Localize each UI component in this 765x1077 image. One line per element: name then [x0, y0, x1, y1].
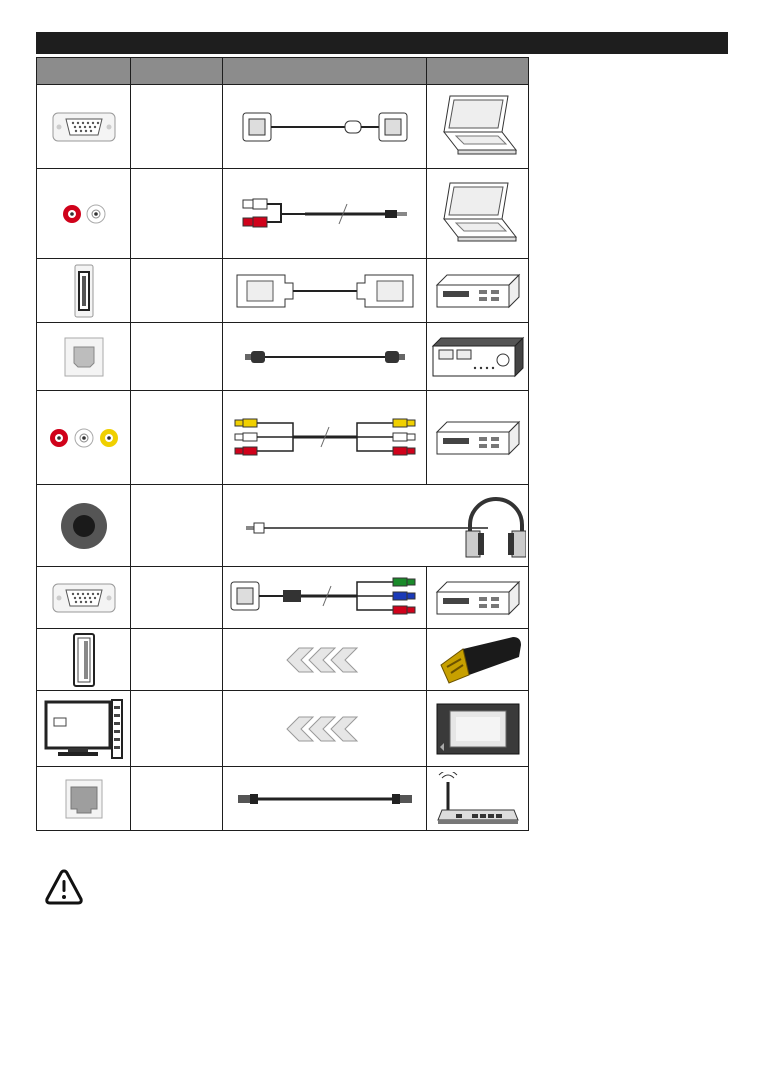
audio-rca-port-icon — [37, 169, 131, 259]
type-cell — [131, 485, 223, 567]
vga-to-component-cable-icon — [223, 567, 427, 629]
vga-port-icon — [37, 567, 131, 629]
table-row — [37, 85, 529, 169]
optical-port-icon — [37, 323, 131, 391]
type-cell — [131, 323, 223, 391]
vga-port-icon — [37, 85, 131, 169]
table-row — [37, 567, 529, 629]
table-row — [37, 629, 529, 691]
type-cell — [131, 629, 223, 691]
table-row — [37, 691, 529, 767]
hdmi-cable-icon — [223, 259, 427, 323]
insert-arrows-icon — [223, 629, 427, 691]
headphone-jack-icon — [37, 485, 131, 567]
table-row — [37, 323, 529, 391]
header-connector — [37, 58, 131, 85]
warning-triangle-icon — [44, 868, 84, 906]
headphone-cable-icon — [223, 485, 529, 567]
router-icon — [427, 767, 529, 831]
ci-module-icon — [427, 691, 529, 767]
tv-rear-icon — [37, 691, 131, 767]
header-cables — [223, 58, 427, 85]
av-rca-port-icon — [37, 391, 131, 485]
table-row — [37, 485, 529, 567]
table-row — [37, 767, 529, 831]
type-cell — [131, 567, 223, 629]
type-cell — [131, 85, 223, 169]
header-type — [131, 58, 223, 85]
usb-stick-icon — [427, 629, 529, 691]
hdmi-port-icon — [37, 259, 131, 323]
table-row — [37, 169, 529, 259]
set-top-box-icon — [427, 391, 529, 485]
av-rca-cable-icon — [223, 391, 427, 485]
usb-port-icon — [37, 629, 131, 691]
optical-cable-icon — [223, 323, 427, 391]
vga-cable-icon — [223, 85, 427, 169]
type-cell — [131, 767, 223, 831]
rca-to-jack-cable-icon — [223, 169, 427, 259]
set-top-box-icon — [427, 567, 529, 629]
connection-table — [36, 57, 529, 831]
ethernet-port-icon — [37, 767, 131, 831]
laptop-icon — [427, 169, 529, 259]
type-cell — [131, 691, 223, 767]
type-cell — [131, 391, 223, 485]
set-top-box-icon — [427, 259, 529, 323]
title-bar — [36, 32, 728, 54]
ethernet-cable-icon — [223, 767, 427, 831]
type-cell — [131, 259, 223, 323]
type-cell — [131, 169, 223, 259]
amplifier-icon — [427, 323, 529, 391]
table-row — [37, 259, 529, 323]
table-row — [37, 391, 529, 485]
header-device — [427, 58, 529, 85]
table-header-row — [37, 58, 529, 85]
insert-arrows-icon — [223, 691, 427, 767]
laptop-icon — [427, 85, 529, 169]
